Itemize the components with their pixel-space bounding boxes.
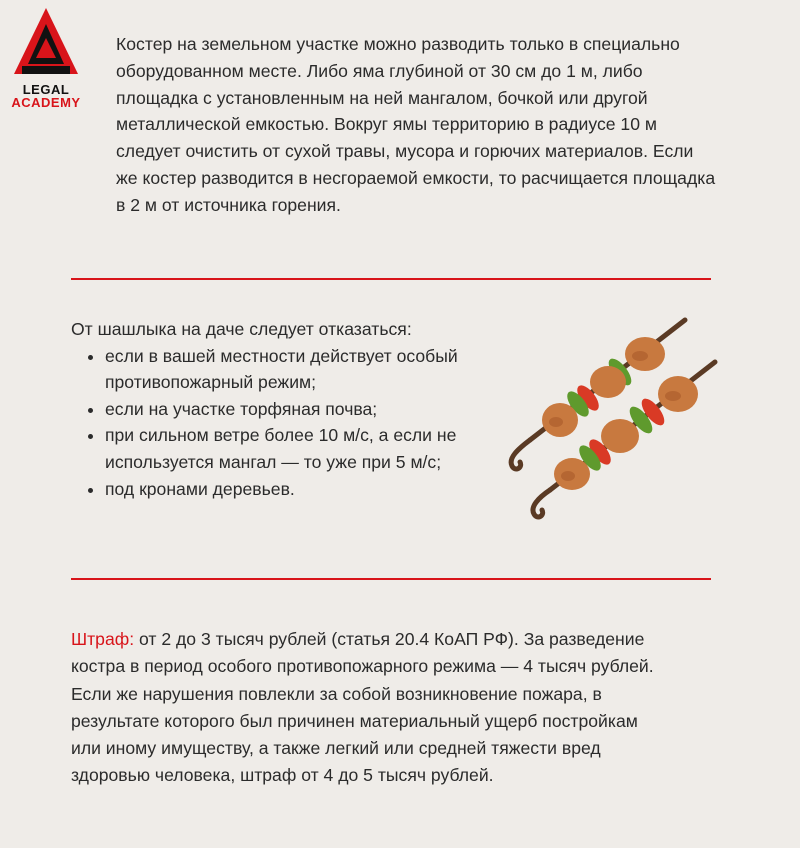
logo-word-academy: ACADEMY [11, 95, 81, 110]
intro-paragraph: Костер на земельном участке можно разводить только в специально оборудованном месте. Либо яма глубиной от 30 см до 1 м, либо площадка с установленным на ней мангалом, бочкой или другой металлической емкостью. Вокруг ямы территорию в радиусе 10 м следует очистить от сухой травы, мусора и горючих материалов. Если же костер разводится в несгораемой емкости, то расчищается площадка в 2 м от источника горения. [116, 34, 716, 215]
fine-text: от 2 до 3 тысяч рублей (статья 20.4 КоАП РФ). За разведение костра в период особого противопожарного режима — 4 тысяч рублей. Если же нарушения повлекли за собой возникновение пожара, в результате которого был причинен материальный ущерб постройкам или иному имуществу, а также легкий или средней тяжести вред здоровью человека, штраф от 4 до 5 тысяч рублей. [71, 629, 654, 786]
fine-label: Штраф: [71, 629, 135, 649]
rules-section [71, 316, 491, 502]
rules-list-item: • под кронами деревьев. [105, 476, 473, 503]
rules-list-item: • при сильном ветре более 10 м/с, а если не используется мангал — то уже при 5 м/с; [105, 422, 473, 475]
logo-triangle-icon [12, 6, 80, 78]
legal-academy-logo [6, 6, 86, 110]
divider-bottom [71, 578, 711, 580]
rules-heading: От шашлыка на даче следует отказаться: [71, 319, 412, 339]
rules-list-item: • если в вашей местности действует особый противопожарный режим; [105, 343, 473, 396]
rules-list [71, 343, 491, 503]
logo-word-legal: LEGAL [22, 82, 70, 97]
kebab-skewers-icon [490, 312, 730, 522]
divider-top [71, 278, 711, 280]
rules-list-item: • если на участке торфяная почва; [105, 396, 473, 423]
fine-paragraph [71, 626, 671, 790]
